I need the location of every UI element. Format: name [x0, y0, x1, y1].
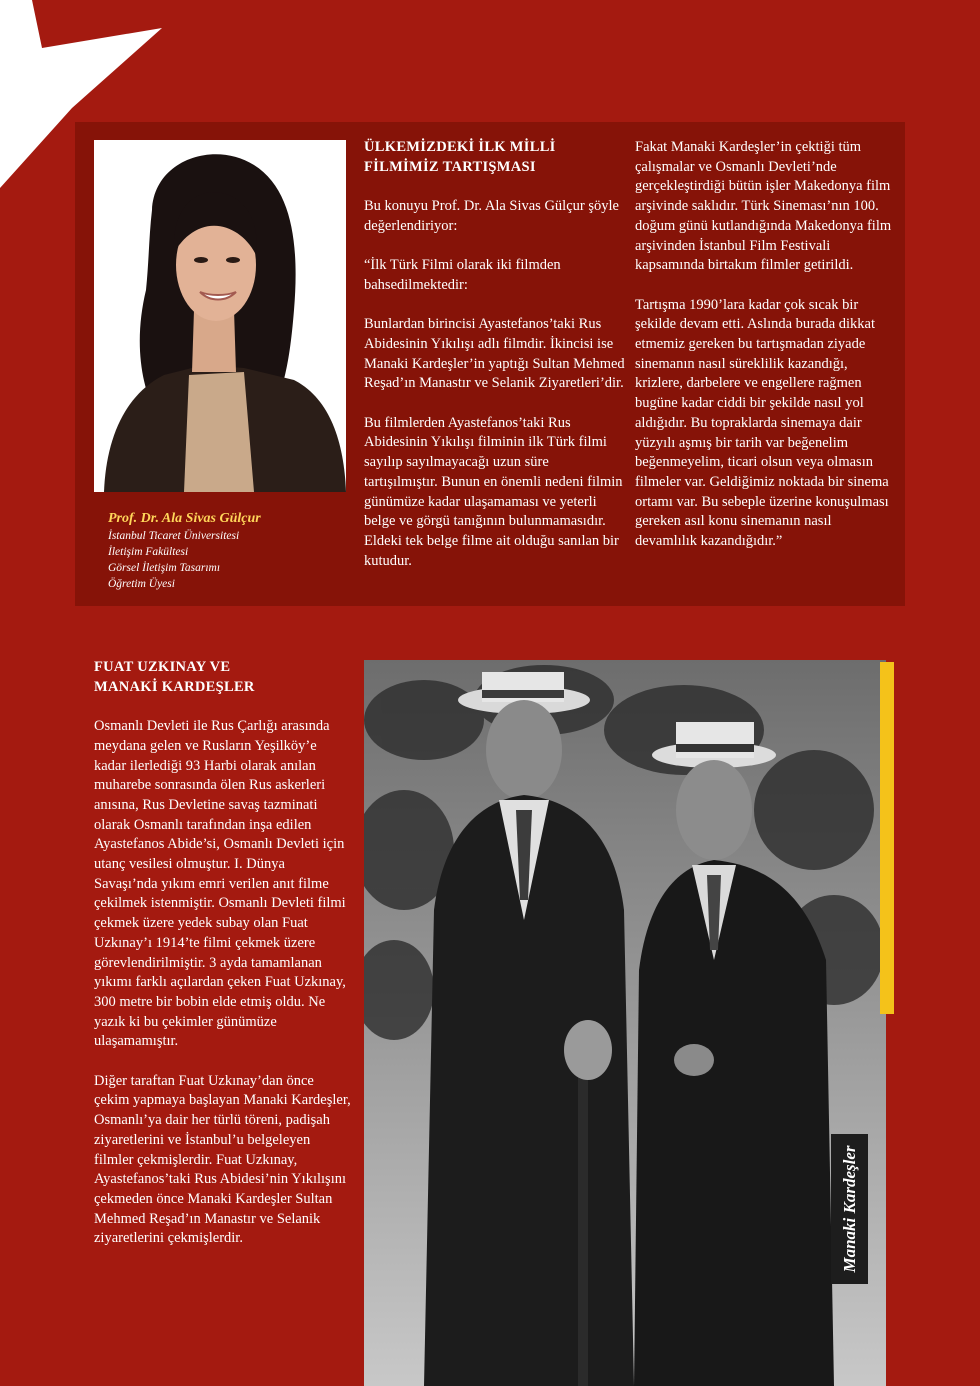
paragraph: Bu filmlerden Ayastefanos’taki Rus Abidesinin Yıkılışı filminin ilk Türk filmi sayılıp sayılmayacağı uzun süre tartışılmıştır. Bunun en önemli nedeni filmin günümüze kadar ulaşamaması ve yeterli belge ve görgü tanığının bulunmamasıdır. Eldeki tek belge filme ait olduğu sanılan bir kutudur.	[364, 414, 623, 569]
heading-line: FİLMİMİZ TARTIŞMASI	[364, 158, 536, 175]
paragraph: Diğer taraftan Fuat Uzkınay’dan önce çekim yapmaya başlayan Manaki Kardeşler, Osmanlı’ya dair her türlü töreni, padişah ziyaretlerini ve İstanbul’u belgeleyen filmler çekmişlerdir. Fuat Uzkınay, Ayastefanos’taki Rus Abidesi’nin Yıkılışını çekmeden önce Manaki Kardeşler Sultan Mehmed Reşad’ın Manastır ve Selanik ziyaretlerini çekmişlerdir.	[94, 1072, 351, 1247]
caption-line: İstanbul Ticaret Üniversitesi	[108, 530, 240, 542]
paragraph: Fakat Manaki Kardeşler’in çektiği tüm çalışmalar ve Osmanlı Devleti’nde gerçekleştirdiği bütün işler Makedonya film arşivinde saklıdır. Türk Sineması’nın 100. doğum günü kutlandığında Makedonya film arşivinden İstanbul Film Festivali kapsamında birtakım filmler getirildi.	[635, 139, 892, 274]
paragraph: Bunlardan birincisi Ayastefanos’taki Rus Abidesinin Yıkılışı adlı filmdir. İkincisi ise Manaki Kardeşler’in yaptığı Sultan Mehmed Reşad’ın Manastır ve Selanik Ziyaretleri’dir.	[364, 316, 625, 392]
paragraph: “İlk Türk Filmi olarak iki filmden bahsedilmektedir:	[364, 257, 561, 293]
historical-photo	[364, 660, 886, 1386]
caption-line: İletişim Fakültesi	[108, 546, 189, 558]
article-column-1	[364, 138, 626, 591]
article-column-2	[635, 138, 895, 571]
historical-photo-illustration	[364, 660, 886, 1386]
heading-line: MANAKİ KARDEŞLER	[94, 678, 255, 695]
caption-name: Prof. Dr. Ala Sivas Gülçur	[108, 511, 261, 526]
paragraph: Osmanlı Devleti ile Rus Çarlığı arasında meydana gelen ve Rusların Yeşilköy’e kadar ilerlediği 93 Harbi olarak anılan muharebe sonrasında ölen Rus askerleri anısına, Rus Devletine savaş tazminati olarak Osmanlı tarafından inşa edilen Ayastefanos Abide’si, Osmanlı Devleti için utanç vesilesi olmuştur. I. Dünya Savaşı’nda yıkım emri verilen anıt filme çekilmek istenmiştir. Osmanlı Devleti filmi çekmek üzere yedek subay olan Fuat Uzkınay’ı 1914’te filmi çekmek üzere görevlendirilmiştir. 3 ayda tamamlanan yıkımı farklı açılardan çeken Fuat Uzkınay, 300 metre bir bobin elde etmiş oldu. Ne yazık ki bu çekimler günümüze ulaşamamıştır.	[94, 718, 346, 1050]
section-heading	[94, 658, 352, 697]
paragraph: Bu konuyu Prof. Dr. Ala Sivas Gülçur şöyle değerlendiriyor:	[364, 198, 619, 234]
portrait-caption	[108, 509, 338, 592]
caption-line: Öğretim Üyesi	[108, 578, 175, 590]
section-heading	[364, 138, 626, 177]
heading-line: ÜLKEMİZDEKİ İLK MİLLİ	[364, 139, 556, 155]
caption-line: Görsel İletişim Tasarımı	[108, 562, 221, 574]
accent-bar	[880, 662, 894, 1014]
heading-line: FUAT UZKINAY VE	[94, 659, 231, 675]
paragraph: Tartışma 1990’lara kadar çok sıcak bir şekilde devam etti. Aslında burada dikkat etmemiz gereken bu tartışmadan ziyade sinemanın nasıl süreklilik kazandığı, krizlere, darbelere ve engellere rağmen bugüne kadar ciddi bir şekilde nasıl yol aldığıdır. Bu topraklarda sinemaya dair yüzyılı aşmış bir tarih var beğenelim beğenmeyelim, ticari olsun veya olmasın filmeler var. Geldiğimiz noktada bir sinema ortamı var. Bu sebeple üzerine konuşulması gereken asıl konu sinemanın nasıl devamlılık kazandığıdır.”	[635, 296, 889, 550]
portrait-photo	[94, 140, 346, 492]
photo-label	[831, 1134, 868, 1284]
portrait-illustration	[94, 140, 346, 492]
photo-label-text: Manaki Kardeşler	[839, 1145, 859, 1273]
article-column-3	[94, 658, 352, 1269]
